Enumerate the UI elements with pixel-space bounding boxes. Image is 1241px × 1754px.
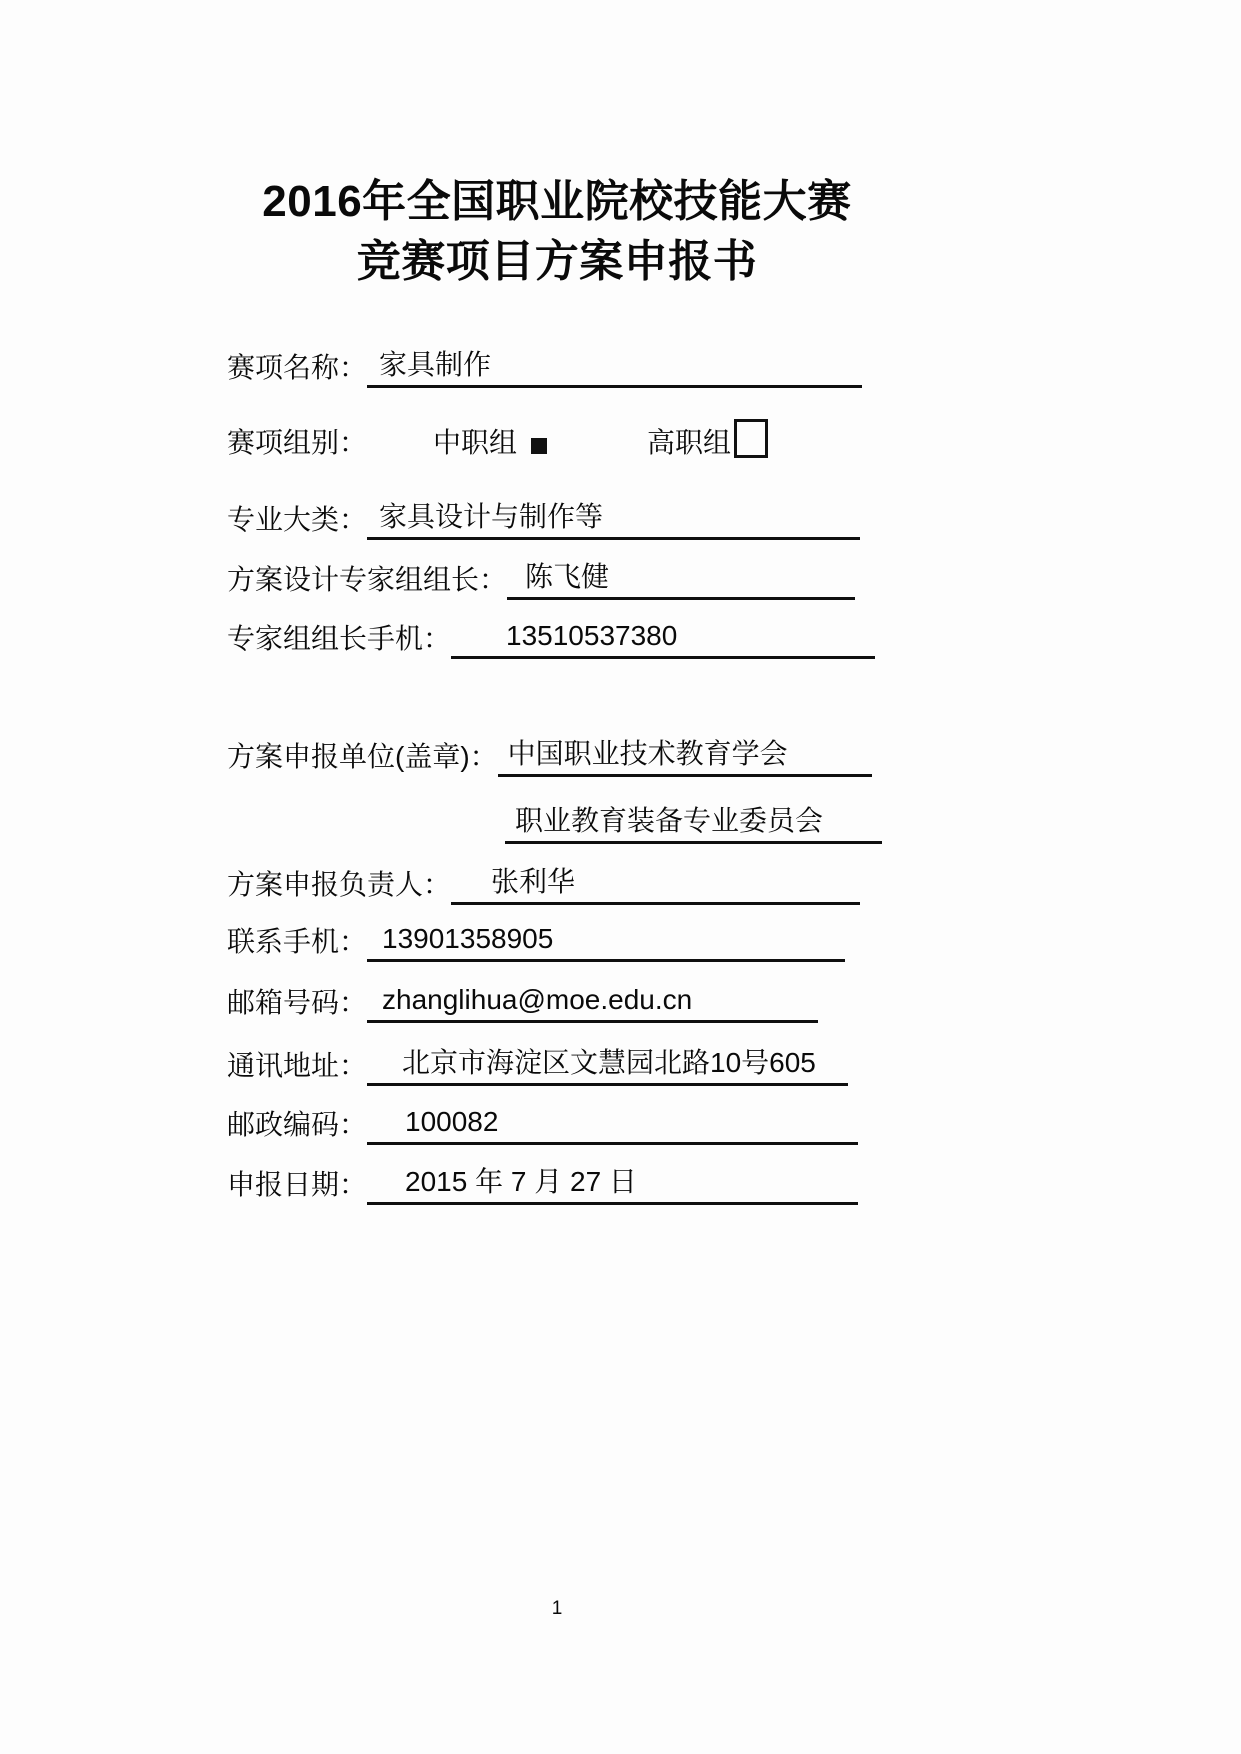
applicant-person-value[interactable]: 张利华: [451, 862, 860, 905]
applicant-unit-label: 方案申报单位(盖章)：: [227, 741, 498, 772]
document-title: [150, 0, 964, 292]
mailing-address-label: 通讯地址：: [227, 1050, 368, 1081]
field-major-category: [227, 500, 860, 540]
event-name-label: 赛项名称：: [227, 352, 368, 383]
applicant-person-label: 方案申报负责人：: [227, 869, 452, 900]
applicant-unit-value-line1[interactable]: 中国职业技术教育学会: [498, 734, 872, 777]
field-email: [227, 983, 818, 1023]
applicant-unit-value-line2[interactable]: 职业教育装备专业委员会: [505, 801, 882, 844]
postal-code-label: 邮政编码：: [227, 1109, 368, 1140]
field-expert-leader-mobile: [227, 619, 875, 659]
field-applicant-unit-line1: [227, 737, 872, 777]
mailing-address-value[interactable]: 北京市海淀区文慧园北路10号605: [367, 1043, 848, 1086]
higher-group-checkbox-empty-icon[interactable]: [734, 419, 768, 458]
field-event-name: [227, 348, 862, 388]
document-title-line1: 2016年全国职业院校技能大赛: [262, 177, 852, 226]
field-event-group: [227, 423, 964, 463]
application-date-label: 申报日期：: [227, 1169, 368, 1200]
field-applicant-person: [227, 865, 860, 905]
field-applicant-unit-line2: [227, 804, 882, 844]
expert-leader-mobile-label: 专家组组长手机：: [227, 623, 452, 654]
postal-code-value[interactable]: 100082: [367, 1102, 858, 1145]
field-expert-group-leader: [227, 560, 855, 600]
page-number: 1: [551, 1598, 563, 1619]
field-application-date: [227, 1165, 858, 1205]
event-name-value[interactable]: 家具制作: [367, 345, 862, 388]
major-category-value[interactable]: 家具设计与制作等: [367, 497, 860, 540]
event-group-option-higher: 高职组: [647, 427, 732, 458]
document-title-line2: 竞赛项目方案申报书: [356, 237, 758, 286]
email-label: 邮箱号码：: [227, 987, 368, 1018]
field-mailing-address: [227, 1046, 848, 1086]
application-date-value[interactable]: 2015 年 7 月 27 日: [367, 1162, 858, 1205]
event-group-option-secondary: 中职组: [433, 427, 518, 458]
field-postal-code: [227, 1105, 858, 1145]
field-contact-mobile: [227, 922, 845, 962]
document-content: [150, 0, 964, 1205]
event-group-label: 赛项组别：: [227, 427, 368, 458]
contact-mobile-label: 联系手机：: [227, 926, 368, 957]
expert-group-leader-value[interactable]: 陈飞健: [507, 557, 855, 600]
contact-mobile-value[interactable]: 13901358905: [367, 919, 845, 962]
application-form: [227, 348, 964, 1205]
email-value[interactable]: zhanglihua@moe.edu.cn: [367, 980, 818, 1023]
major-category-label: 专业大类：: [227, 504, 368, 535]
expert-leader-mobile-value[interactable]: 13510537380: [451, 616, 875, 659]
expert-group-leader-label: 方案设计专家组组长：: [227, 564, 508, 595]
secondary-group-checkbox-checked-icon[interactable]: [531, 438, 547, 454]
